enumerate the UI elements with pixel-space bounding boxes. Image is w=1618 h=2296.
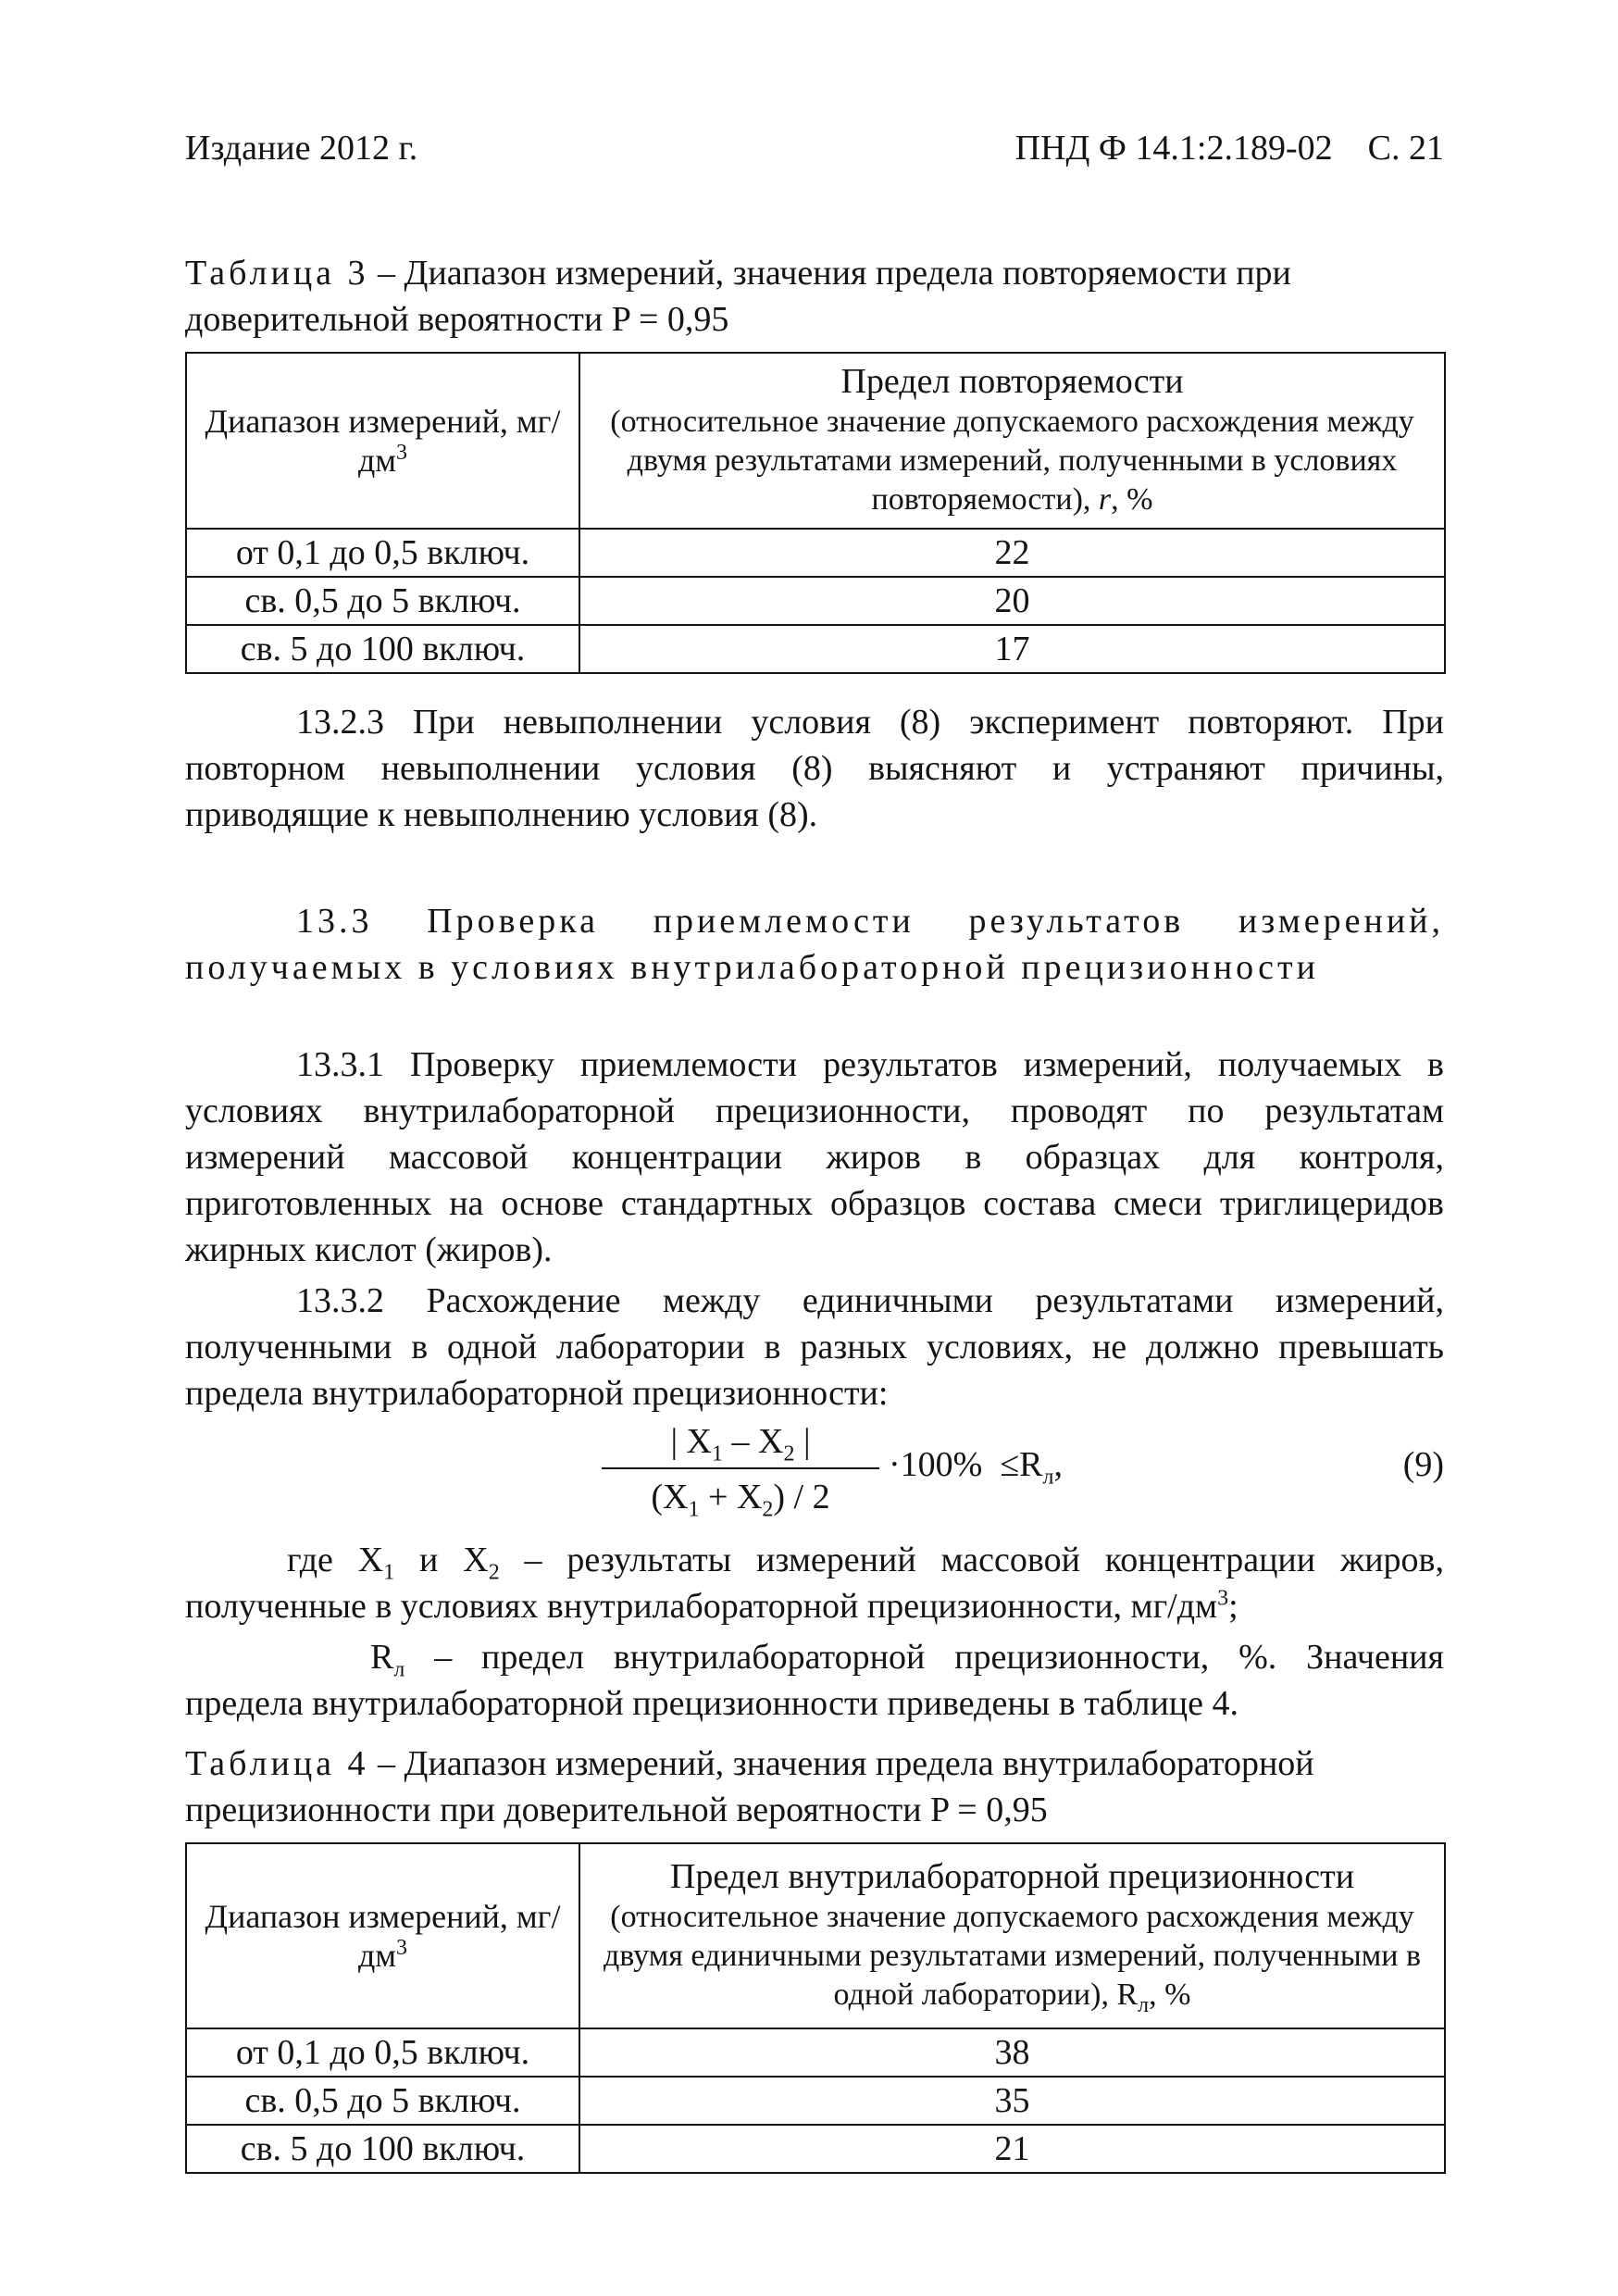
table3-col1-header-text: Диапазон измерений, мг/дм: [205, 403, 561, 479]
table4-value: 35: [579, 2077, 1445, 2125]
var-x: X: [663, 1478, 689, 1516]
page-header: [185, 125, 1444, 171]
table3-col1-header-sup: 3: [396, 441, 408, 465]
table3-value: 22: [579, 529, 1445, 577]
formula-denominator: [602, 1469, 879, 1520]
table4-caption: [185, 1741, 1444, 1833]
table4-value: 38: [579, 2028, 1445, 2077]
table3: [185, 352, 1446, 674]
formula-rhs: [889, 1441, 1063, 1488]
table3-col2-desc: (относительное значение допускаемого расхождения между двумя результатами измерений, полученными в условиях повторяемости),: [610, 405, 1414, 517]
table4-col1-header: [186, 1843, 579, 2028]
formula-9: [185, 1416, 1444, 1528]
table4-col2-header: [579, 1843, 1445, 2028]
plus-sign: +: [699, 1478, 737, 1516]
table3-caption-label: Таблица 3: [185, 254, 369, 293]
paren-open: (: [651, 1478, 664, 1516]
where-rest: – результаты измерений массовой концентрации жиров, полученные в условиях внутрилабораторной прецизионности, мг/дм: [185, 1541, 1444, 1626]
formula-fraction: [602, 1416, 879, 1520]
paragraph-13-3-1: 13.3.1 Проверку приемлемости результатов измерений, получаемых в условиях внутрилабораторной прецизионности, проводят по результатам измерений массовой концентрации жиров в образцах для контроля, приготовленных на основе стандартных образцов состава смеси триглицеридов жирных кислот (жиров).: [185, 1045, 1444, 1269]
rl-sub: л: [393, 1657, 405, 1682]
paragraph-13-3-2: 13.3.2 Расхождение между единичными результатами измерений, полученными в одной лаборатории в разных условиях, не должно превышать предела внутрилабораторной прецизионности:: [185, 1281, 1444, 1413]
var-x: X: [686, 1422, 712, 1461]
table3-col1-header: [186, 353, 579, 529]
table4-col1-header-text: Диапазон измерений, мг/дм: [205, 1898, 561, 1974]
paragraph-13-2-3: 13.2.3 При невыполнении условия (8) эксперимент повторяют. При повторном невыполнении условия (8) выясняют и устраняют причины, приводящие к невыполнению условия (8).: [185, 703, 1444, 834]
formula-numerator: [602, 1416, 879, 1469]
table4-col2-unit: , %: [1149, 1978, 1191, 2012]
table4-col2-symbol: R: [1116, 1978, 1139, 2012]
where-line: [185, 1537, 1444, 1629]
document-page: [185, 0, 1444, 2296]
table4-header-row: [186, 1843, 1445, 2028]
paren-close-div2: ) / 2: [773, 1478, 830, 1516]
table4-range: от 0,1 до 0,5 включ.: [186, 2028, 579, 2077]
var-x: X: [758, 1422, 784, 1461]
abs-bar-open: |: [670, 1422, 687, 1461]
where-end: ;: [1228, 1587, 1238, 1626]
rl-symbol: R: [370, 1638, 394, 1677]
rl-line: [185, 1634, 1444, 1727]
sub-l: л: [1042, 1465, 1054, 1490]
table3-value: 20: [579, 577, 1445, 625]
sub-2: 2: [783, 1441, 795, 1466]
sub-1: 1: [688, 1497, 700, 1522]
table3-range: св. 5 до 100 включ.: [186, 625, 579, 673]
table4-caption-text: – Диапазон измерений, значения предела внутрилабораторной прецизионности при доверительной вероятности P = 0,95: [185, 1744, 1314, 1829]
equation-number: (9): [1402, 1445, 1444, 1484]
section-13-3-title: 13.3 Проверка приемлемости результатов измерений, получаемых в условиях внутрилабораторной прецизионности: [185, 902, 1444, 987]
table3-col2-title: Предел повторяемости: [840, 362, 1184, 401]
rl-text: – предел внутрилабораторной прецизионности, %. Значения предела внутрилабораторной прецизионности приведены в таблице 4.: [185, 1638, 1444, 1723]
table4-col2-title: Предел внутрилабораторной прецизионности: [669, 1857, 1355, 1896]
page-number: С. 21: [1367, 129, 1444, 168]
sub-1: 1: [712, 1441, 723, 1466]
table4-value: 21: [579, 2125, 1445, 2173]
table3-col2-symbol: r: [1098, 482, 1112, 517]
table4-caption-label: Таблица 4: [185, 1744, 369, 1783]
where-word: где: [287, 1541, 358, 1579]
leq-r: ≤R: [1000, 1445, 1043, 1484]
table4-range: св. 0,5 до 5 включ.: [186, 2077, 579, 2125]
doc-code-and-page: [1015, 125, 1444, 171]
table4-col2-desc: (относительное значение допускаемого расхождения между двумя единичными результатами измерений, полученными в одной лаборатории),: [603, 1900, 1422, 2012]
formula-comma: ,: [1053, 1445, 1063, 1484]
table4-col1-header-sup: 3: [396, 1936, 408, 1960]
table3-col2-header: [579, 353, 1445, 529]
table-row: [186, 2125, 1445, 2173]
var-x: X: [736, 1478, 763, 1516]
and-word: и: [394, 1541, 464, 1579]
abs-bar-close: |: [794, 1422, 811, 1461]
table3-col2-unit: , %: [1111, 482, 1153, 517]
table3-caption: [185, 250, 1444, 343]
var-x: X: [463, 1541, 489, 1579]
sub-1: 1: [383, 1560, 395, 1585]
table-row: [186, 2028, 1445, 2077]
table4: [185, 1842, 1446, 2174]
times-100: ·100%: [889, 1445, 983, 1484]
table4-col2-symbol-sub: л: [1138, 1992, 1150, 2017]
table3-range: св. 0,5 до 5 включ.: [186, 577, 579, 625]
where-sup: 3: [1217, 1586, 1229, 1611]
var-x: X: [357, 1541, 384, 1579]
table4-range: св. 5 до 100 включ.: [186, 2125, 579, 2173]
table3-header-row: [186, 353, 1445, 529]
edition-label: Издание 2012 г.: [185, 129, 418, 168]
sub-2: 2: [762, 1497, 774, 1522]
table3-range: от 0,1 до 0,5 включ.: [186, 529, 579, 577]
table-row: [186, 625, 1445, 673]
sub-2: 2: [488, 1560, 500, 1585]
table3-caption-text: – Диапазон измерений, значения предела повторяемости при доверительной вероятности P = 0,95: [185, 254, 1291, 339]
doc-code: ПНД Ф 14.1:2.189-02: [1014, 129, 1333, 168]
table-row: [186, 529, 1445, 577]
table-row: [186, 577, 1445, 625]
minus-sign: –: [723, 1422, 758, 1461]
table3-value: 17: [579, 625, 1445, 673]
table-row: [186, 2077, 1445, 2125]
